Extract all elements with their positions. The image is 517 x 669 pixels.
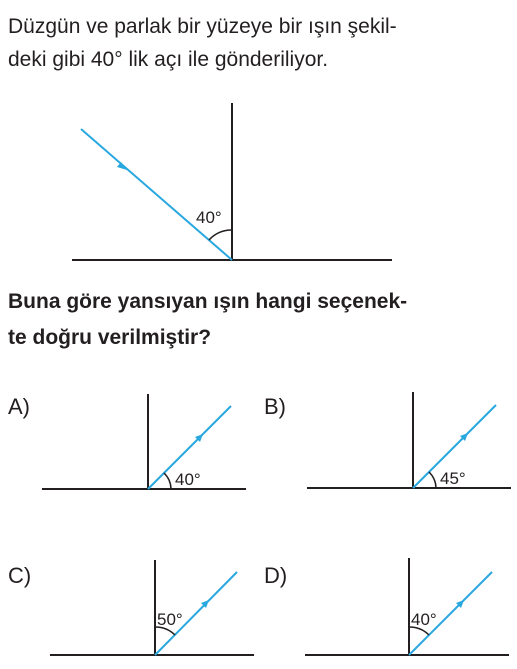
- option-a-angle-arc: [164, 473, 171, 489]
- option-a-figure[interactable]: [42, 394, 246, 489]
- option-d-angle-label: 40°: [411, 610, 437, 629]
- incident-angle-label: 40°: [196, 208, 222, 227]
- option-a-angle-label: 40°: [175, 470, 201, 489]
- option-c-letter: C): [8, 563, 32, 588]
- option-b-angle-label: 45°: [440, 469, 466, 488]
- option-c-figure[interactable]: [50, 560, 254, 655]
- option-d-letter: D): [264, 563, 288, 588]
- option-b-letter: B): [264, 394, 286, 419]
- stem-line-1: Düzgün ve parlak bir yüzeye bir ışın şekil-: [8, 15, 397, 38]
- prompt-line-1: Buna göre yansıyan ışın hangi seçenek-: [8, 290, 408, 313]
- option-b-angle-arc: [429, 472, 436, 488]
- option-c-angle-label: 50°: [157, 610, 183, 629]
- prompt-line-2: te doğru verilmiştir?: [8, 326, 212, 349]
- option-b-figure[interactable]: [307, 392, 511, 488]
- option-a-letter: A): [8, 394, 30, 419]
- stem-line-2: deki gibi 40° lik açı ile gönderiliyor.: [8, 48, 329, 71]
- option-d-figure[interactable]: [305, 558, 509, 655]
